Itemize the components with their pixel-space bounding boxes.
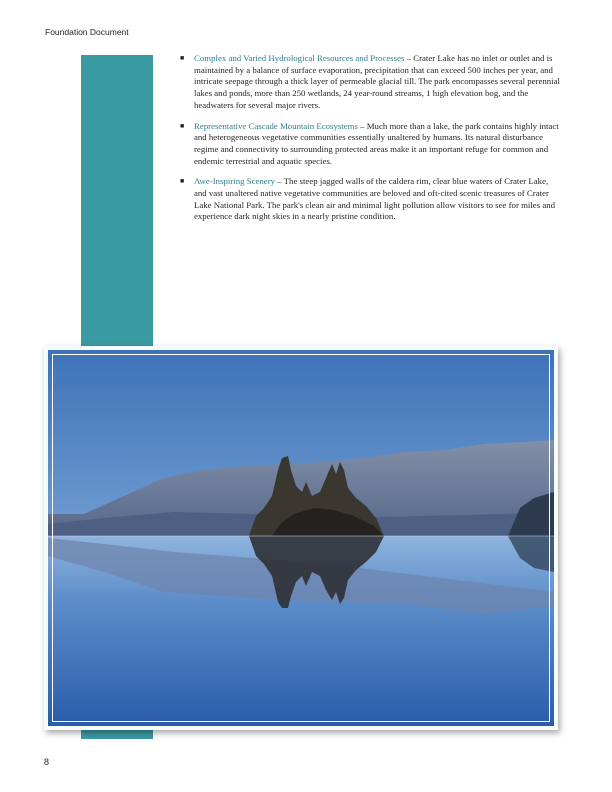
bullet-title: Representative Cascade Mountain Ecosystems <box>194 120 358 131</box>
square-bullet-icon: ■ <box>180 121 185 130</box>
bullet-body: The steep jagged walls of the caldera rim, clear blue waters of Crater Lake, and vast unaltered native vegetative communities are beloved and oft-cited scenic treasures of Crater Lake National Park. The park's clean air and minimal light pollution allow visitors to see for miles and experience dark night skies in a nearly pristine condition. <box>194 176 556 222</box>
bullet-list <box>180 53 560 232</box>
bullet-separator: – <box>404 53 414 63</box>
bullet-separator: – <box>357 120 367 131</box>
square-bullet-icon: ■ <box>180 177 185 186</box>
bullet-title: Awe-Inspiring Scenery <box>194 176 276 187</box>
crater-lake-photo <box>44 346 558 730</box>
square-bullet-icon: ■ <box>180 54 185 62</box>
bullet-body: Much more than a lake, the park contains highly intact and heterogeneous vegetative communities essentially unaltered by humans. Its natural disturbance regime and connectivity to surrounding protected areas make it an important refuge for common and endemic terrestrial and aquatic species. <box>194 120 559 166</box>
bullet-body: Crater Lake has no inlet or outlet and is maintained by a balance of surface evaporation, precipitation that can exceed 500 inches per year, and intricate seepage through a thick layer of permeable glacial till. The park encompasses several perennial lakes and ponds, more than 250 wetlands, 24 year-round streams, 1 high elevation bog, and the headwaters for several major rivers. <box>194 53 560 110</box>
page-number: 8 <box>44 757 50 767</box>
running-header: Foundation Document <box>45 27 129 37</box>
photo-inner-border <box>52 354 550 722</box>
bullet-item <box>180 121 560 168</box>
bullet-item <box>180 53 560 112</box>
bullet-item <box>180 176 560 223</box>
bullet-title: Complex and Varied Hydrological Resources and Processes <box>194 53 405 63</box>
bullet-separator: – <box>275 176 284 187</box>
